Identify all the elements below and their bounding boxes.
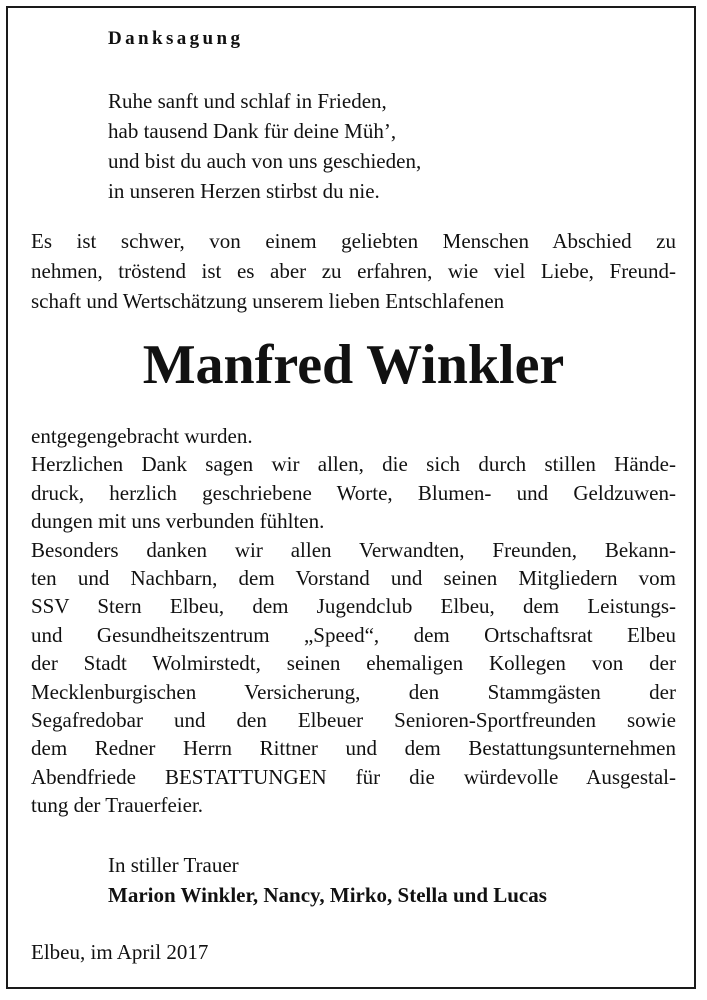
place-date: Elbeu, im April 2017 xyxy=(31,940,209,964)
body-line: ten und Nachbarn, dem Vorstand und seinen Mitgliedern vom xyxy=(31,566,676,591)
poem-line: in unseren Herzen stirbst du nie. xyxy=(108,179,380,203)
poem-line: Ruhe sanft und schlaf in Frieden, xyxy=(108,89,387,113)
body-line: Abendfriede BESTATTUNGEN für die würdevolle Ausgestal- xyxy=(31,764,676,789)
body-line: tung der Trauerfeier. xyxy=(31,793,204,818)
mourning-label: In stiller Trauer xyxy=(108,853,239,877)
intro-paragraph xyxy=(31,226,676,316)
body-line: der Stadt Wolmirstedt, seinen ehemaligen Kollegen von der xyxy=(31,651,676,676)
intro-line: Es ist schwer, von einem geliebten Menschen Abschied zu xyxy=(31,229,676,253)
intro-line: schaft und Wertschätzung unserem lieben Entschlafenen xyxy=(31,289,505,313)
body-line: dungen mit uns verbunden fühlten. xyxy=(31,509,325,534)
body-line: und Gesundheitszentrum „Speed“, dem Ortschaftsrat Elbeu xyxy=(31,622,676,647)
poem-line: und bist du auch von uns geschieden, xyxy=(108,149,422,173)
body-line: SSV Stern Elbeu, dem Jugendclub Elbeu, dem Leistungs- xyxy=(31,594,676,619)
body-line: dem Redner Herrn Rittner und dem Bestattungsunternehmen xyxy=(31,736,676,761)
notice-heading: Danksagung xyxy=(108,28,244,49)
thanks-paragraph xyxy=(31,422,676,820)
body-line: Besonders danken wir allen Verwandten, Freunden, Bekann- xyxy=(31,537,676,562)
body-line: Herzlichen Dank sagen wir allen, die sich durch stillen Hände- xyxy=(31,452,676,477)
poem xyxy=(108,86,421,206)
body-line: Mecklenburgischen Versicherung, den Stammgästen der xyxy=(31,679,676,704)
signers: Marion Winkler, Nancy, Mirko, Stella und Lucas xyxy=(108,883,547,907)
poem-line: hab tausend Dank für deine Müh’, xyxy=(108,119,397,143)
body-line: druck, herzlich geschriebene Worte, Blumen- und Geldzuwen- xyxy=(31,480,676,505)
intro-line: nehmen, tröstend ist es aber zu erfahren, wie viel Liebe, Freund- xyxy=(31,259,676,283)
body-line: Segafredobar und den Elbeuer Senioren-Sportfreunden sowie xyxy=(31,708,676,733)
body-line: entgegengebracht wurden. xyxy=(31,424,253,448)
deceased-name: Manfred Winkler xyxy=(142,334,565,396)
